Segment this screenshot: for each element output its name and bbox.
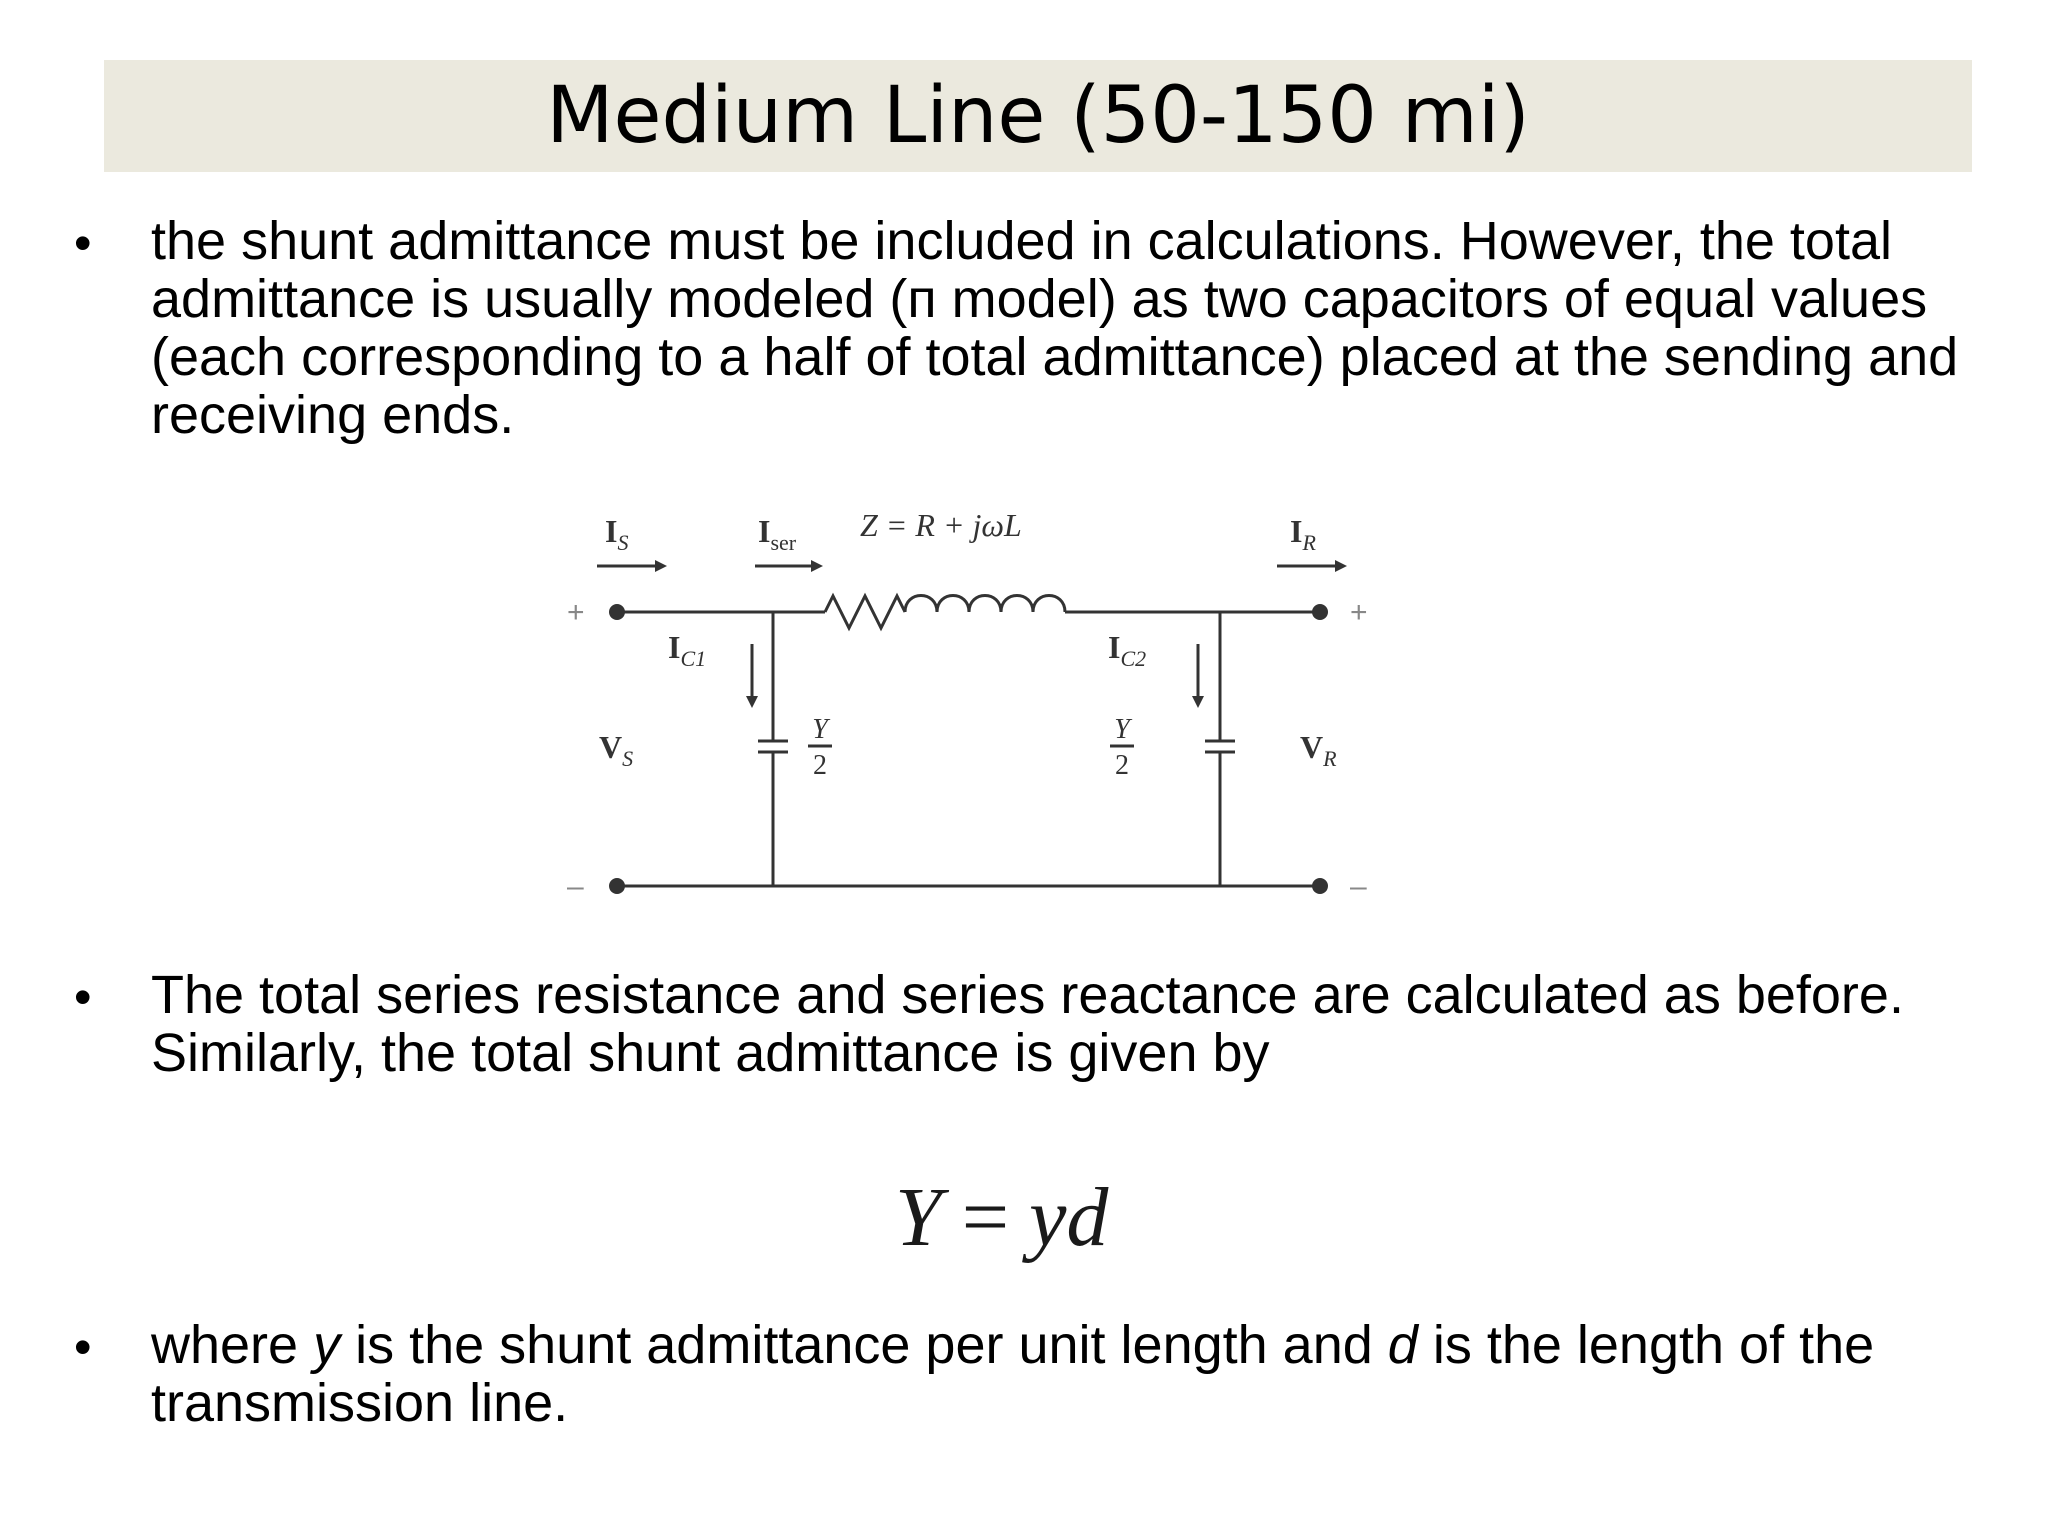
iser-arrowhead <box>811 560 823 572</box>
bullet-marker-3: • <box>74 1319 92 1375</box>
ic2-label: $I_{C2}$ <box>1108 629 1147 671</box>
left-admittance-numerator: Y <box>812 714 828 745</box>
inductor-symbol <box>905 596 1065 613</box>
bullet3-text-end: is the length of the transmission line. <box>151 1315 1875 1433</box>
iser-label: $I_{ser}$ <box>758 513 797 555</box>
is-label: $I_S$ <box>605 513 629 555</box>
bullet-text-1: the shunt admittance must be included in calculations. However, the total admittance is usually modeled (п model) as two capacitors of equal values (each corresponding to a half of total admittance) placed at the sending and receiving ends. <box>151 211 1959 445</box>
vs-label: $V_S$ <box>599 729 634 771</box>
bullet-marker-1: • <box>74 215 92 271</box>
sending-minus-sign: – <box>567 870 584 903</box>
sending-plus-sign: + <box>567 596 585 629</box>
right-admittance-denominator: 2 <box>1115 750 1129 781</box>
formula-lhs: Y <box>895 1171 942 1264</box>
pi-model-circuit-diagram <box>555 498 1400 918</box>
ic1-arrowhead <box>746 696 758 708</box>
receiving-plus-sign: + <box>1350 596 1368 629</box>
bullet-text-3 <box>151 1316 1941 1432</box>
is-arrowhead <box>655 560 667 572</box>
title-banner <box>104 60 1972 172</box>
left-admittance-denominator: 2 <box>813 750 827 781</box>
ic2-arrowhead <box>1192 696 1204 708</box>
receiving-bottom-terminal <box>1312 878 1328 894</box>
ir-label: $I_R$ <box>1290 513 1316 555</box>
right-admittance-numerator: Y <box>1114 714 1130 745</box>
formula-equals: = <box>961 1171 1010 1264</box>
ir-arrowhead <box>1335 560 1347 572</box>
bullet3-var-y: y <box>313 1315 341 1375</box>
resistor-symbol <box>825 596 905 628</box>
formula-rhs: yd <box>1029 1171 1109 1264</box>
sending-top-terminal <box>609 604 625 620</box>
bullet3-var-d: d <box>1387 1315 1418 1375</box>
bullet3-text-start: where <box>151 1315 314 1375</box>
sending-bottom-terminal <box>609 878 625 894</box>
receiving-minus-sign: – <box>1350 870 1367 903</box>
vr-label: $V_R$ <box>1300 729 1337 771</box>
bullet3-text-mid: is the shunt admittance per unit length and <box>340 1315 1388 1375</box>
admittance-formula <box>895 1168 1108 1268</box>
receiving-top-terminal <box>1312 604 1328 620</box>
impedance-label: Z = R + jωL <box>860 507 1022 543</box>
bullet-text-2: The total series resistance and series reactance are calculated as before. Similarly, the total shunt admittance is given by <box>151 965 1904 1083</box>
ic1-label: $I_{C1}$ <box>668 629 707 671</box>
page-title: Medium Line (50-150 mi) <box>546 71 1530 161</box>
bullet-marker-2: • <box>74 969 92 1025</box>
